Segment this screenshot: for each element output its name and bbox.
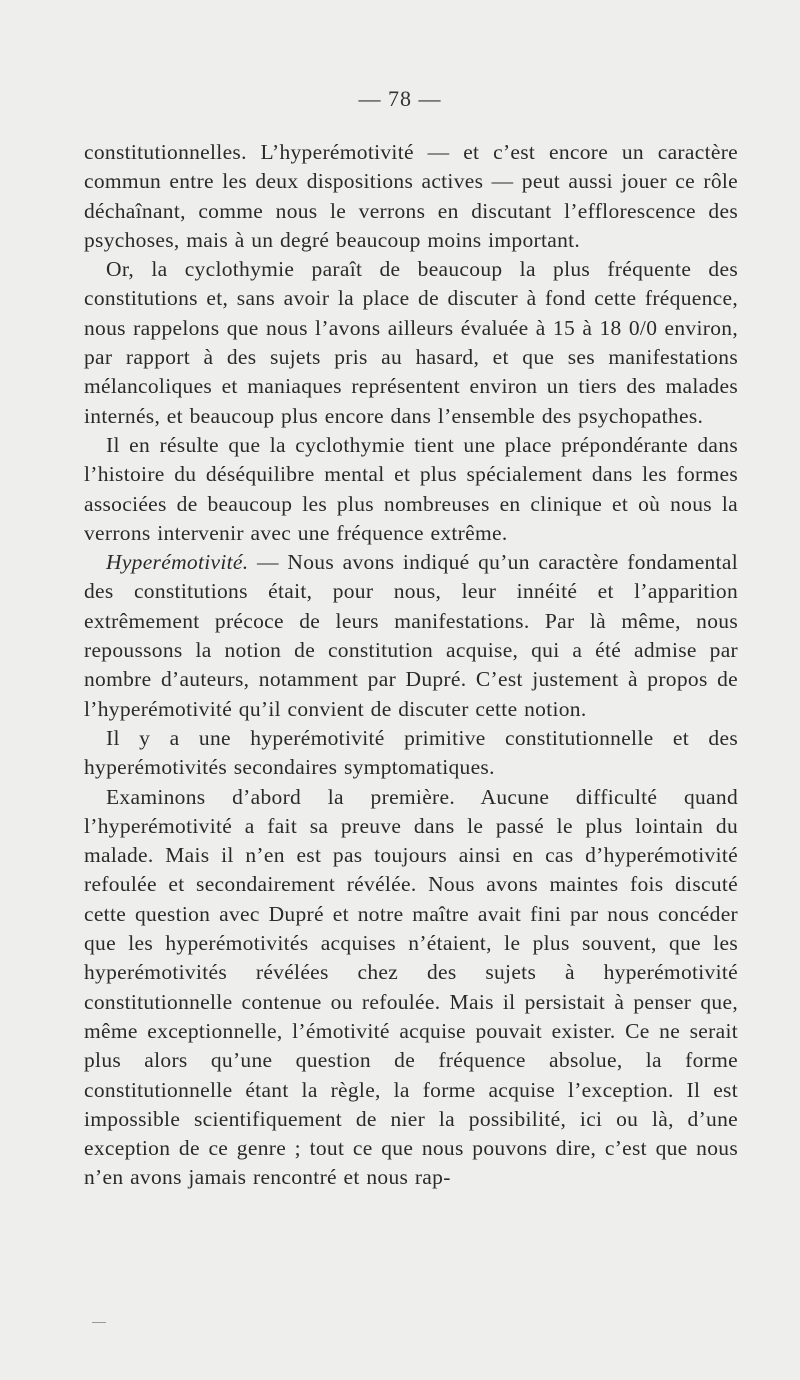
paragraph-6: Examinons d’abord la première. Aucune difficulté quand l’hyperémotivité a fait sa preuve dans le passé le plus lointain du malade. Mais il n’en est pas toujours ainsi en cas d’hyperémotivité refoulée et secondairement révélée. Nous avons maintes fois discuté cette question avec Dupré et notre maître avait fini par nous concéder que les hyperémotivités acquises n’étaient, le plus souvent, que les hyperémotivités révélées chez des sujets à hyperémotivité constitutionnelle contenue ou refoulée. Mais il persistait à penser que, même exceptionnelle, l’émotivité acquise pouvait exister. Ce ne serait plus alors qu’une question de fréquence absolue, la forme constitutionnelle étant la règle, la forme acquise l’exception. Il est impossible scientifiquement de nier la possibilité, ici ou là, d’une exception de ce genre ; tout ce que nous pouvons dire, c’est que nous n’en avons jamais rencontré et nous rap-	[84, 784, 738, 1190]
page-number: — 78 —	[358, 86, 442, 111]
paragraph-3: Il en résulte que la cyclothymie tient une place prépondérante dans l’histoire du déséquilibre mental et plus spécialement dans les formes associées de beaucoup les plus nombreuses en clinique et où nous la verrons intervenir avec une fréquence extrême.	[84, 432, 738, 545]
paragraph-4-text: — Nous avons indiqué qu’un caractère fondamental des constitutions était, pour nous, leur innéité et l’apparition extrêmement précoce de leurs manifestations. Par là même, nous repoussons la notion de constitution acquise, qui a été admise par nombre d’auteurs, notamment par Dupré. C’est justement à propos de l’hyperémotivité qu’il convient de discuter cette notion.	[84, 550, 738, 721]
paragraph-2: Or, la cyclothymie paraît de beaucoup la plus fréquente des constitutions et, sans avoir la place de discuter à fond cette fréquence, nous rappelons que nous l’avons ailleurs évaluée à 15 à 18 0/0 environ, par rapport à des sujets pris au hasard, et que ses manifestations mélancoliques et maniaques représentent environ un tiers des malades internés, et beaucoup plus encore dans l’ensemble des psychopathes.	[84, 257, 738, 428]
paragraph-5: Il y a une hyperémotivité primitive constitutionnelle et des hyperémotivités secondaires symptomatiques.	[84, 725, 738, 780]
body-text	[84, 138, 738, 1193]
printer-mark	[92, 1322, 106, 1323]
section-heading: Hyperémotivité.	[106, 550, 249, 575]
paragraph-1: constitutionnelles. L’hyperémotivité — et c’est encore un caractère commun entre les deux dispositions actives — peut aussi jouer ce rôle déchaînant, comme nous le verrons en discutant l’efflorescence des psychoses, mais à un degré beaucoup moins important.	[84, 140, 738, 252]
paragraph-4	[84, 548, 738, 724]
